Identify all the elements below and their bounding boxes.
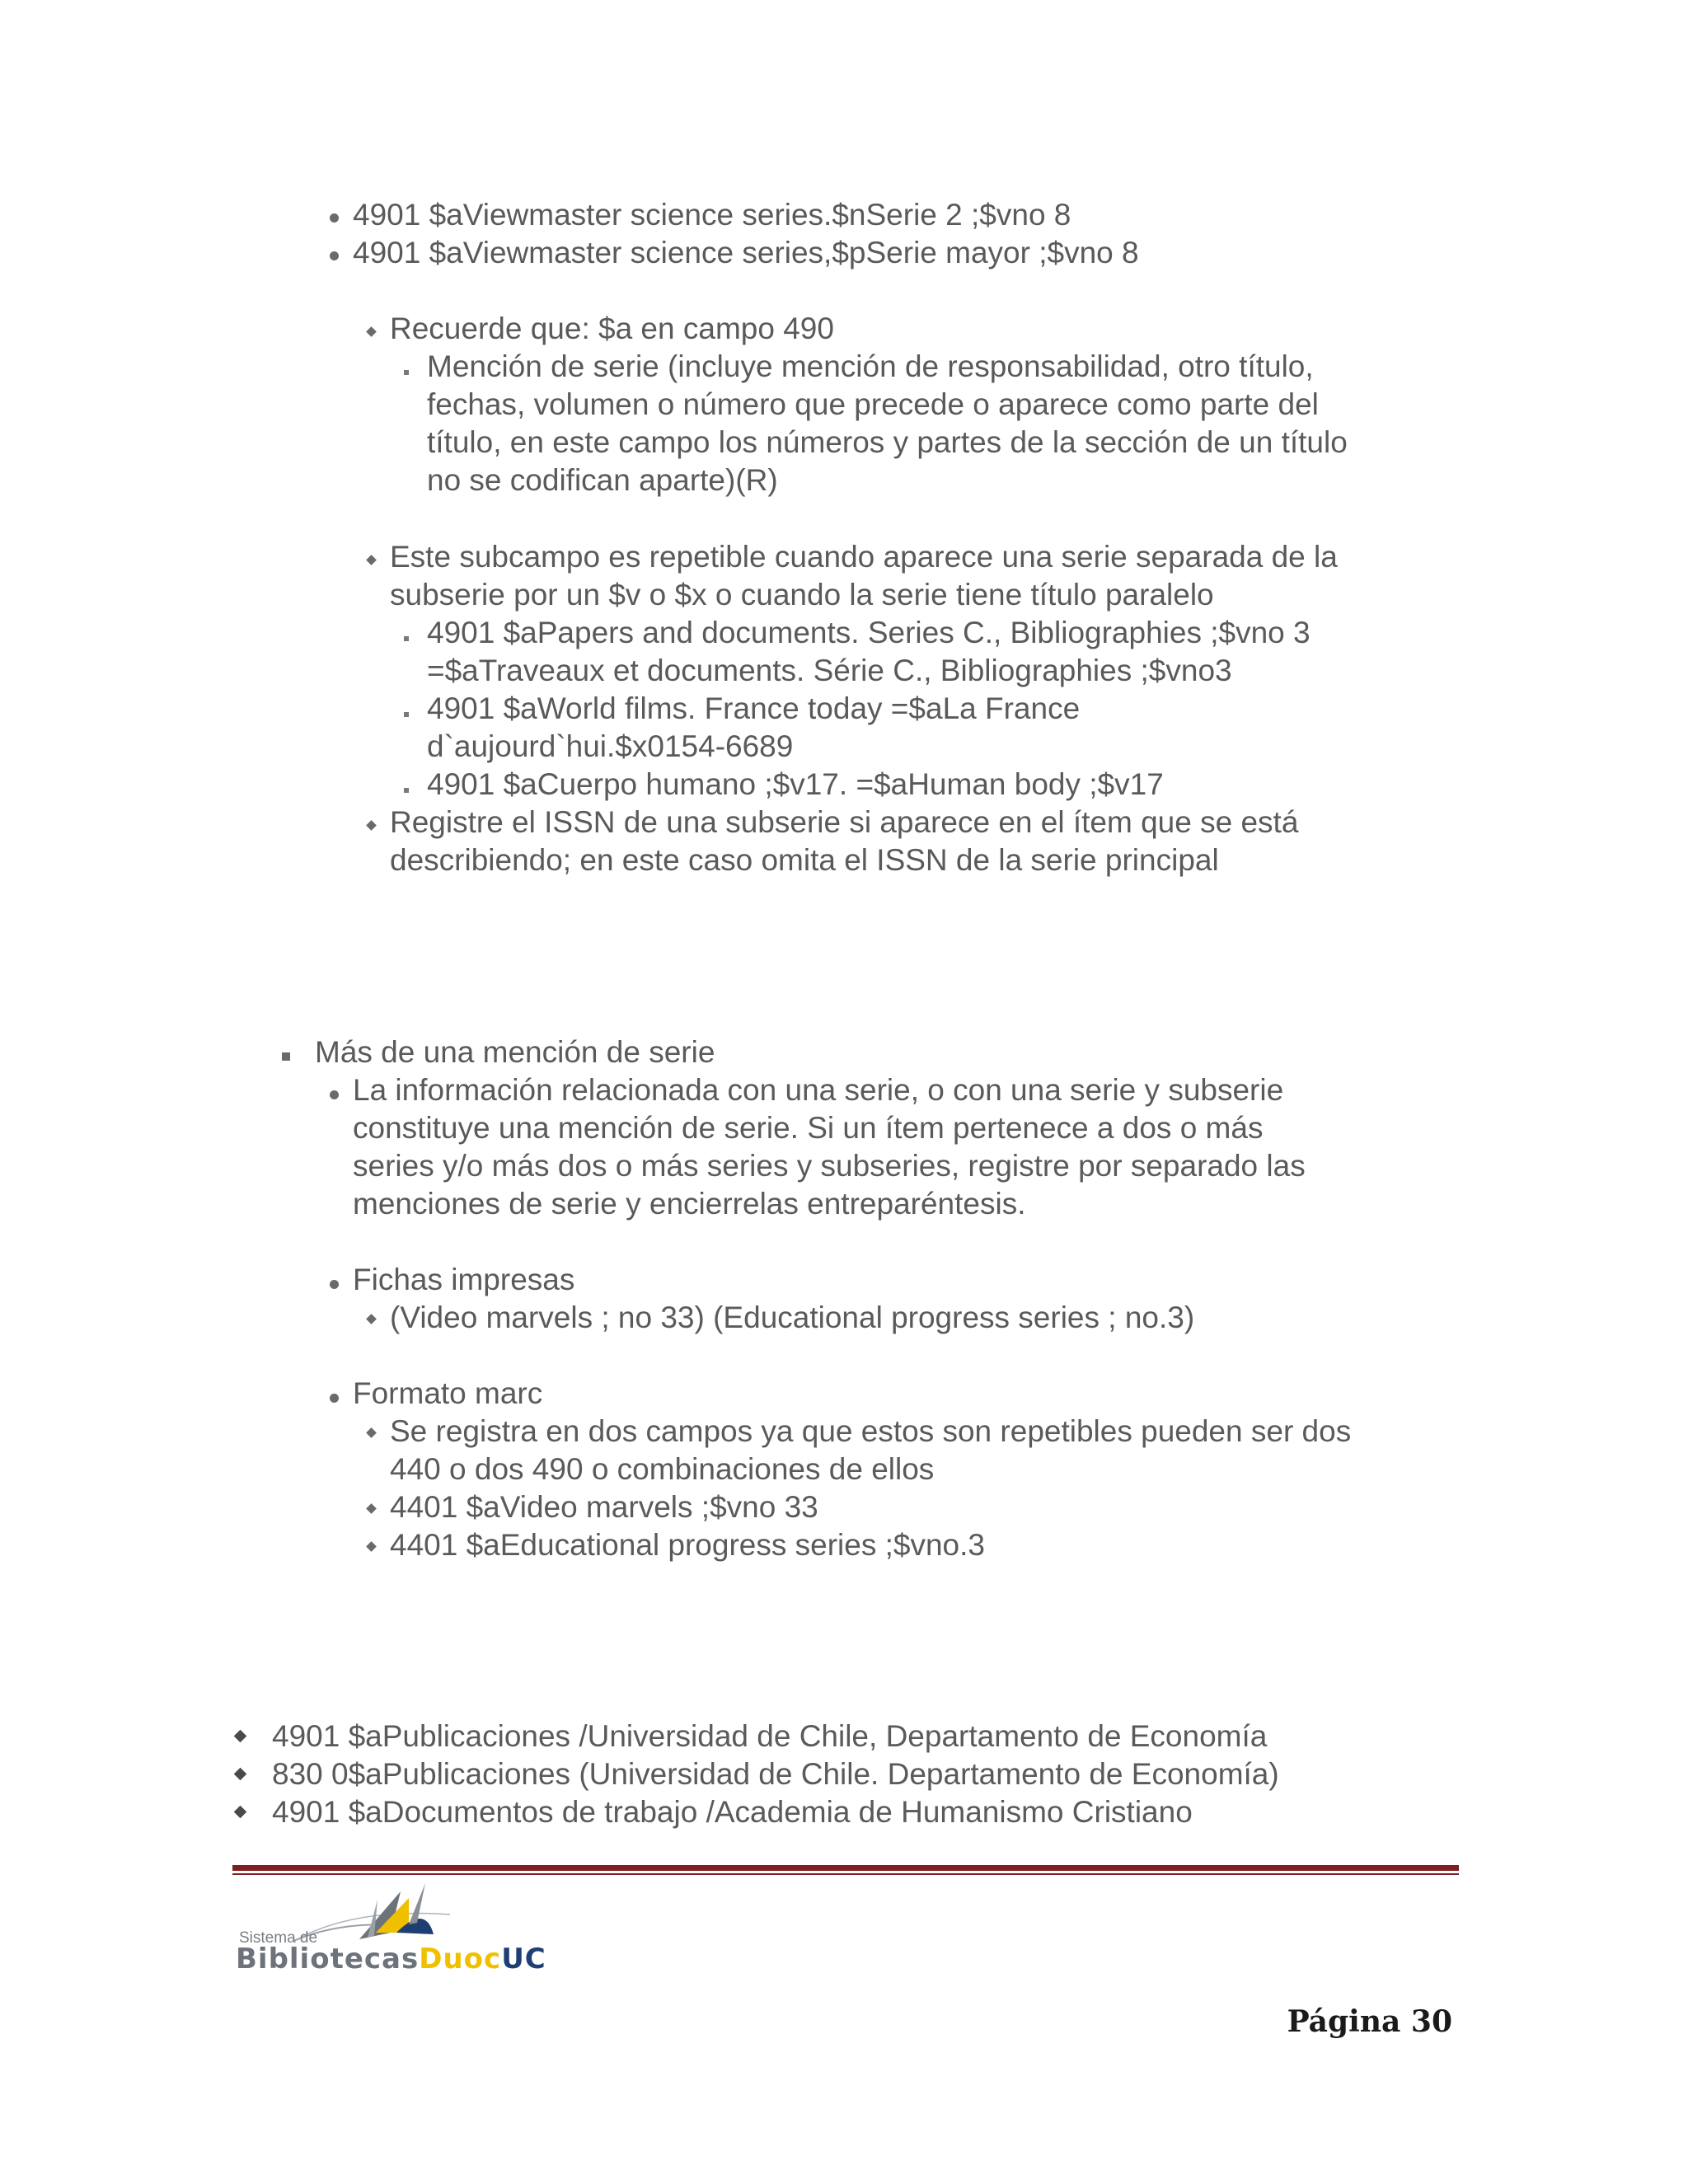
bullet-square: [282, 1052, 290, 1061]
text-line: 4901 $aPapers and documents. Series C., Bibliographies ;$vno 3: [427, 616, 1311, 649]
text-line: 4901 $aViewmaster science series.$nSerie 2 ;$vno 8: [353, 198, 1071, 232]
text-line: 4401 $aVideo marvels ;$vno 33: [390, 1490, 818, 1524]
text-line: título, en este campo los números y partes de la sección de un título: [427, 425, 1348, 459]
bullet-square: [404, 636, 409, 641]
text-line: (Video marvels ; no 33) (Educational progress series ; no.3): [390, 1301, 1195, 1334]
text-line: Mención de serie (incluye mención de responsabilidad, otro título,: [427, 349, 1314, 383]
text-line: Este subcampo es repetible cuando aparece una serie separada de la: [390, 540, 1338, 574]
bullet-diamond: [366, 555, 377, 565]
bullet-dot: [330, 251, 339, 260]
logo-brand-uc: UC: [501, 1943, 546, 1975]
text-line: 4901 $aCuerpo humano ;$v17. =$aHuman body ;$v17: [427, 767, 1164, 801]
text-line: constituye una mención de serie. Si un ítem pertenece a dos o más: [353, 1111, 1264, 1145]
logo-subtitle: Sistema de: [239, 1929, 318, 1947]
text-line: Fichas impresas: [353, 1263, 575, 1296]
logo-brand-duoc: Duoc: [419, 1943, 502, 1975]
logo-title: [236, 1943, 546, 1975]
bullet-dot: [330, 1280, 339, 1289]
footer-divider: [232, 1865, 1459, 1871]
bullet-square: [404, 370, 409, 375]
text-line: 4401 $aEducational progress series ;$vno.3: [390, 1528, 985, 1562]
bullet-diamond: [234, 1730, 247, 1743]
text-line: Registre el ISSN de una subserie si aparece en el ítem que se está: [390, 805, 1299, 839]
text-line: Se registra en dos campos ya que estos son repetibles pueden ser dos: [390, 1414, 1352, 1448]
text-line: subserie por un $v o $x o cuando la serie tiene título paralelo: [390, 578, 1214, 612]
text-line: Más de una mención de serie: [315, 1035, 715, 1069]
bullet-dot: [330, 1394, 339, 1403]
bullet-diamond: [234, 1768, 247, 1781]
bullet-square: [404, 712, 409, 717]
text-line: Recuerde que: $a en campo 490: [390, 312, 834, 345]
logo-title-text: Bibliotecas: [236, 1943, 420, 1975]
bullet-diamond: [366, 820, 377, 831]
bullet-diamond: [366, 1541, 377, 1552]
bullet-dot: [330, 1090, 339, 1099]
text-line: series y/o más dos o más series y subseries, registre por separado las: [353, 1149, 1306, 1183]
text-line: menciones de serie y encierrelas entreparéntesis.: [353, 1187, 1026, 1221]
text-line: 4901 $aPublicaciones /Universidad de Chile, Departamento de Economía: [272, 1719, 1268, 1753]
page-number: Página 30: [1287, 2004, 1452, 2039]
text-line: 4901 $aWorld films. France today =$aLa France: [427, 691, 1081, 725]
text-line: Formato marc: [353, 1376, 543, 1410]
bullet-diamond: [366, 326, 377, 337]
bullet-dot: [330, 213, 339, 223]
bullet-diamond: [366, 1427, 377, 1438]
text-line: fechas, volumen o número que precede o aparece como parte del: [427, 387, 1319, 421]
bullet-diamond: [366, 1314, 377, 1324]
text-line: 4901 $aViewmaster science series,$pSerie mayor ;$vno 8: [353, 236, 1139, 269]
bullet-square: [404, 788, 409, 793]
text-line: La información relacionada con una serie, o con una serie y subserie: [353, 1073, 1284, 1107]
text-line: no se codifican aparte)(R): [427, 463, 778, 497]
text-line: d`aujourd`hui.$x0154-6689: [427, 729, 794, 763]
text-line: 440 o dos 490 o combinaciones de ellos: [390, 1452, 935, 1486]
text-line: 4901 $aDocumentos de trabajo /Academia de Humanismo Cristiano: [272, 1795, 1193, 1829]
bullet-diamond: [366, 1503, 377, 1514]
text-line: describiendo; en este caso omita el ISSN de la serie principal: [390, 843, 1219, 877]
text-line: =$aTraveaux et documents. Série C., Bibliographies ;$vno3: [427, 654, 1232, 687]
text-line: 830 0$aPublicaciones (Universidad de Chile. Departamento de Economía): [272, 1757, 1279, 1791]
bullet-diamond: [234, 1806, 247, 1819]
library-logo: [236, 1875, 582, 1986]
